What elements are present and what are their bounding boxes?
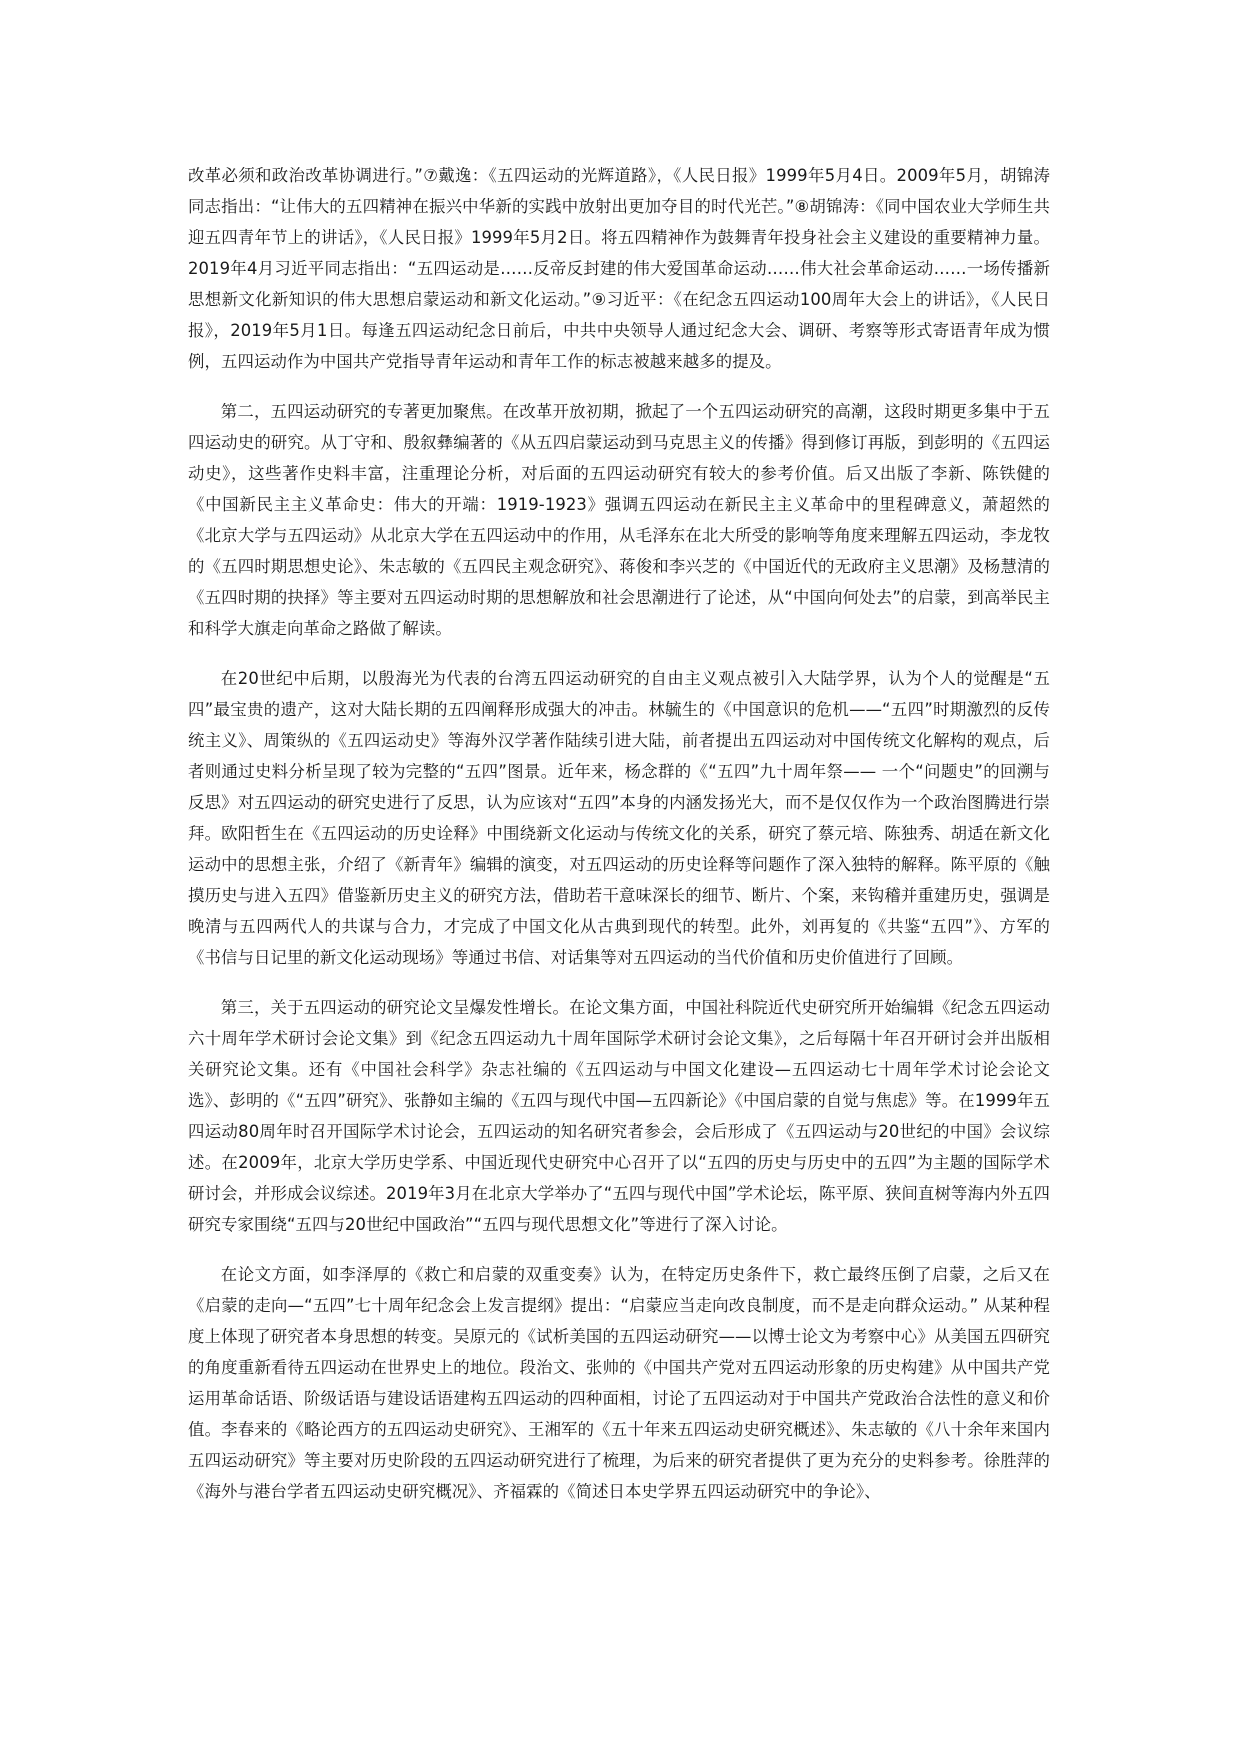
paragraph-1: 改革必须和政治改革协调进行。”⑦戴逸：《五四运动的光辉道路》，《人民日报》1999年5月4日。2009年5月，胡锦涛同志指出：“让伟大的五四精神在振兴中华新的实践中放射出更加夺目的时代光芒。”⑧胡锦涛：《同中国农业大学师生共迎五四青年节上的讲话》，《人民日报》1999年5月2日。将五四精神作为鼓舞青年投身社会主义建设的重要精神力量。2019年4月习近平同志指出：“五四运动是……反帝反封建的伟大爱国革命运动……伟大社会革命运动……一场传播新思想新文化新知识的伟大思想启蒙运动和新文化运动。”⑨习近平：《在纪念五四运动100周年大会上的讲话》，《人民日报》，2019年5月1日。每逢五四运动纪念日前后，中共中央领导人通过纪念大会、调研、考察等形式寄语青年成为惯例，五四运动作为中国共产党指导青年运动和青年工作的标志被越来越多的提及。 (188, 166, 1050, 371)
paragraph-5: 在论文方面，如李泽厚的《救亡和启蒙的双重变奏》认为，在特定历史条件下，救亡最终压倒了启蒙，之后又在《启蒙的走向—“五四”七十周年纪念会上发言提纲》提出：“启蒙应当走向改良制度，而不是走向群众运动。” 从某种程度上体现了研究者本身思想的转变。吴原元的《试析美国的五四运动研究——以博士论文为考察中心》从美国五四研究的角度重新看待五四运动在世界史上的地位。段治文、张帅的《中国共产党对五四运动形象的历史构建》从中国共产党运用革命话语、阶级话语与建设话语建构五四运动的四种面相，讨论了五四运动对于中国共产党政治合法性的意义和价值。李春来的《略论西方的五四运动史研究》、王湘军的《五十年来五四运动史研究概述》、朱志敏的《八十余年来国内五四运动研究》等主要对历史阶段的五四运动研究进行了梳理，为后来的研究者提供了更为充分的史料参考。徐胜萍的《海外与港台学者五四运动史研究概况》、齐福霖的《简述日本史学界五四运动研究中的争论》、 (188, 1265, 1050, 1501)
paragraph-2: 第二，五四运动研究的专著更加聚焦。在改革开放初期，掀起了一个五四运动研究的高潮，这段时期更多集中于五四运动史的研究。从丁守和、殷叙彝编著的《从五四启蒙运动到马克思主义的传播》得到修订再版，到彭明的《五四运动史》，这些著作史料丰富，注重理论分析，对后面的五四运动研究有较大的参考价值。后又出版了李新、陈铁健的《中国新民主主义革命史：伟大的开端：1919-1923》强调五四运动在新民主主义革命中的里程碑意义，萧超然的《北京大学与五四运动》从北京大学在五四运动中的作用，从毛泽东在北大所受的影响等角度来理解五四运动，李龙牧的《五四时期思想史论》、朱志敏的《五四民主观念研究》、蒋俊和李兴芝的《中国近代的无政府主义思潮》及杨慧清的《五四时期的抉择》等主要对五四运动时期的思想解放和社会思潮进行了论述，从“中国向何处去”的启蒙，到高举民主和科学大旗走向革命之路做了解读。 (188, 402, 1050, 638)
document-page (188, 160, 1050, 1526)
paragraph-4: 第三，关于五四运动的研究论文呈爆发性增长。在论文集方面，中国社科院近代史研究所开始编辑《纪念五四运动六十周年学术研讨会论文集》到《纪念五四运动九十周年国际学术研讨会论文集》，之后每隔十年召开研讨会并出版相关研究论文集。还有《中国社会科学》杂志社编的《五四运动与中国文化建设—五四运动七十周年学术讨论会论文选》、彭明的《“五四”研究》、张静如主编的《五四与现代中国—五四新论》《中国启蒙的自觉与焦虑》等。在1999年五四运动80周年时召开国际学术讨论会，五四运动的知名研究者参会，会后形成了《五四运动与20世纪的中国》会议综述。在2009年，北京大学历史学系、中国近现代史研究中心召开了以“五四的历史与历史中的五四”为主题的国际学术研讨会，并形成会议综述。2019年3月在北京大学举办了“五四与现代中国”学术论坛，陈平原、狭间直树等海内外五四研究专家围绕“五四与20世纪中国政治”“五四与现代思想文化”等进行了深入讨论。 (188, 998, 1050, 1234)
paragraph-3: 在20世纪中后期，以殷海光为代表的台湾五四运动研究的自由主义观点被引入大陆学界，认为个人的觉醒是“五四”最宝贵的遗产，这对大陆长期的五四阐释形成强大的冲击。林毓生的《中国意识的危机——“五四”时期激烈的反传统主义》、周策纵的《五四运动史》等海外汉学著作陆续引进大陆，前者提出五四运动对中国传统文化解构的观点，后者则通过史料分析呈现了较为完整的“五四”图景。近年来，杨念群的《“五四”九十周年祭—— 一个“问题史”的回溯与反思》对五四运动的研究史进行了反思，认为应该对“五四”本身的内涵发扬光大，而不是仅仅作为一个政治图腾进行崇拜。欧阳哲生在《五四运动的历史诠释》中围绕新文化运动与传统文化的关系，研究了蔡元培、陈独秀、胡适在新文化运动中的思想主张，介绍了《新青年》编辑的演变，对五四运动的历史诠释等问题作了深入独特的解释。陈平原的《触摸历史与进入五四》借鉴新历史主义的研究方法，借助若干意味深长的细节、断片、个案，来钩稽并重建历史，强调是晚清与五四两代人的共谋与合力，才完成了中国文化从古典到现代的转型。此外，刘再复的《共鉴“五四”》、方军的《书信与日记里的新文化运动现场》等通过书信、对话集等对五四运动的当代价值和历史价值进行了回顾。 (188, 669, 1050, 967)
